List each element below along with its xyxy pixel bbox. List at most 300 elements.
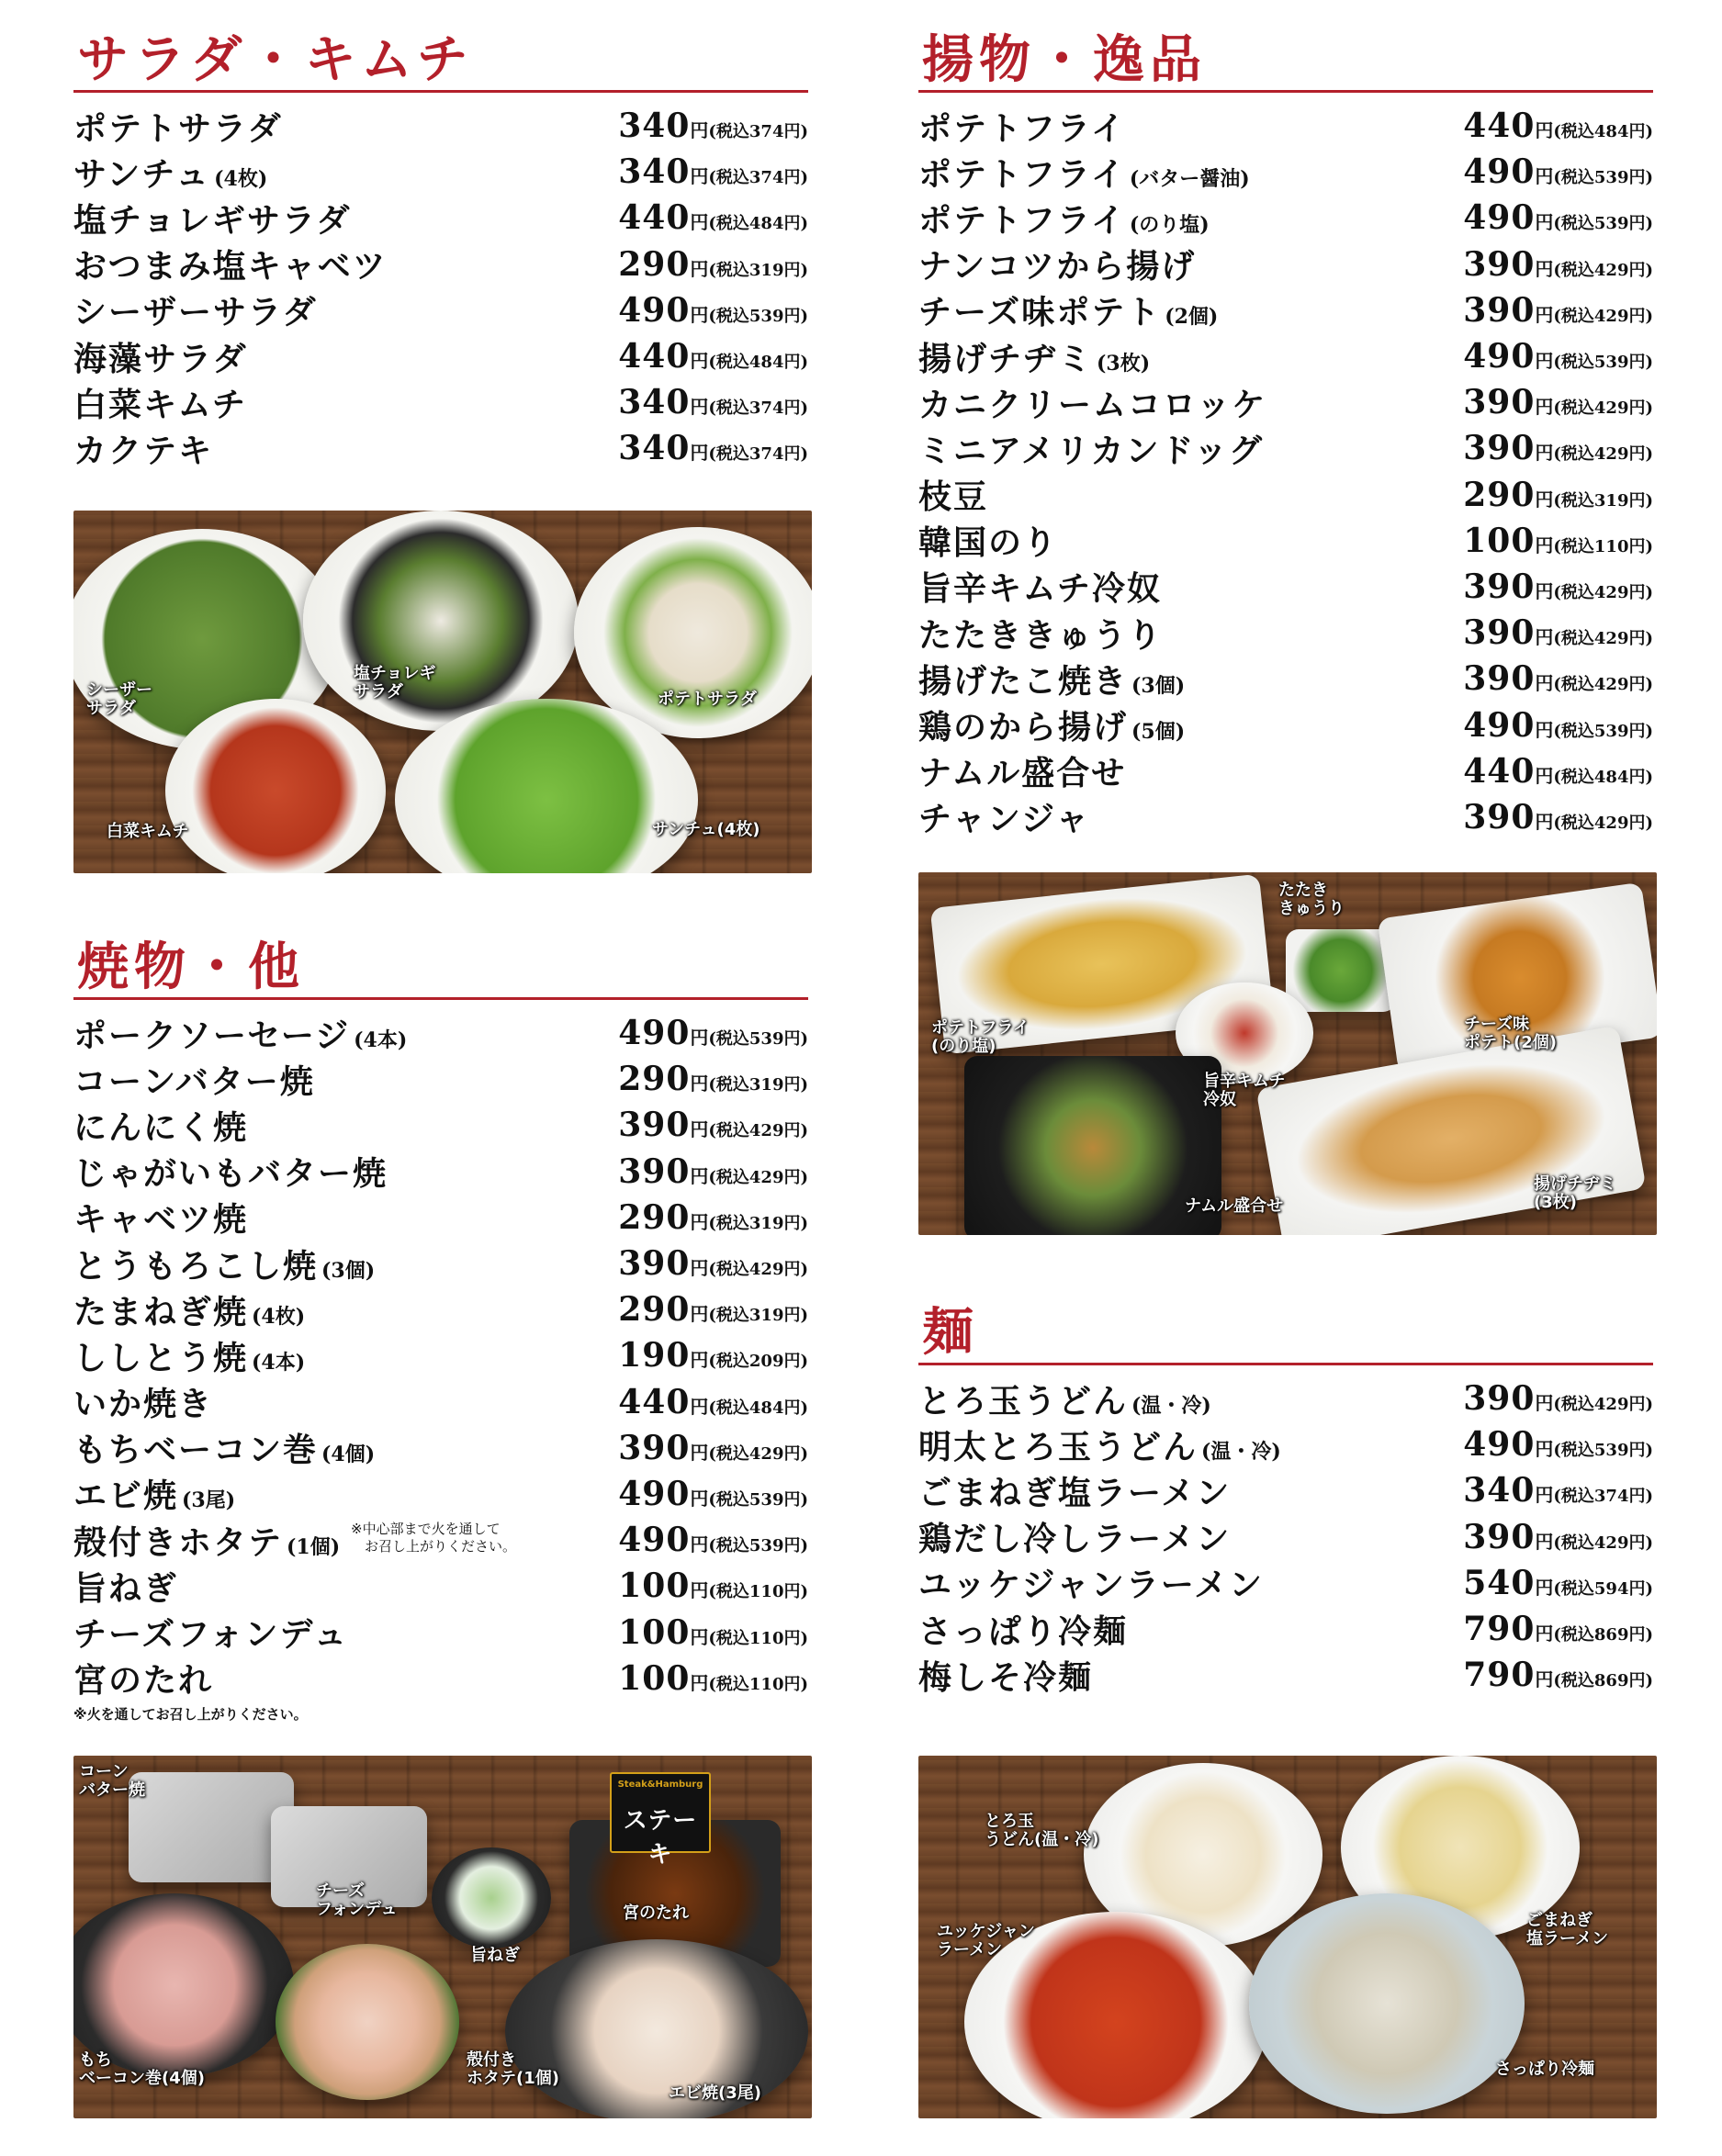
- menu-item-price: [618, 107, 808, 145]
- photo-label: 揚げチヂミ (3枚): [1534, 1174, 1616, 1212]
- menu-item-price: [1463, 476, 1653, 514]
- menu-item-price: [618, 291, 808, 330]
- menu-item: [918, 103, 1653, 149]
- menu-item: [918, 287, 1653, 333]
- section-heading-agemono: [918, 31, 1653, 93]
- logo-title: ステーキ: [623, 1807, 698, 1869]
- price-value: 790: [1463, 1656, 1536, 1695]
- photo-label: 塩チョレギ サラダ: [354, 664, 436, 702]
- photo-label: シーザー サラダ: [86, 680, 152, 718]
- menu-item: [73, 1195, 808, 1241]
- currency-unit: 円: [690, 1349, 709, 1372]
- price-value: 100: [618, 1612, 691, 1652]
- menu-item: [918, 195, 1653, 241]
- currency-unit: 円: [690, 1118, 709, 1141]
- menu-item-name: [918, 1559, 1264, 1606]
- section-title: 焼物・他: [77, 938, 305, 997]
- price-value: 440: [618, 198, 691, 238]
- item-name: じゃがいもバター焼: [73, 1154, 388, 1194]
- price-value: 100: [618, 1566, 691, 1606]
- tax-included-price: (税込539円): [708, 1029, 808, 1050]
- item-name: ポテトフライ: [918, 200, 1126, 240]
- menu-item: [73, 333, 808, 379]
- price-value: 290: [618, 1290, 691, 1330]
- item-name: 明太とろ玉うどん: [918, 1427, 1199, 1466]
- tax-included-price: (税込539円): [708, 306, 808, 326]
- menu-item-price: [618, 1060, 808, 1098]
- tax-included-price: (税込429円): [708, 1121, 808, 1141]
- item-name: チーズ味ポテト: [918, 293, 1162, 332]
- menu-item-price: [618, 1383, 808, 1421]
- photo-label: さっぱり冷麺: [1495, 2060, 1594, 2079]
- tax-included-price: (税込209円): [708, 1352, 808, 1372]
- currency-unit: 円: [1535, 303, 1554, 326]
- currency-unit: 円: [690, 442, 709, 465]
- item-name: たまねぎ焼: [73, 1292, 249, 1331]
- currency-unit: 円: [1535, 350, 1554, 373]
- menu-item-price: [618, 1014, 808, 1052]
- menu-item: [918, 1421, 1653, 1467]
- tax-included-price: (税込374円): [708, 168, 808, 188]
- item-name: ナムル盛合せ: [918, 754, 1127, 793]
- menu-item-price: [618, 1659, 808, 1698]
- menu-item-price: [618, 1198, 808, 1237]
- menu-item-name: [918, 379, 1266, 426]
- tax-included-price: (税込429円): [1553, 1533, 1653, 1553]
- item-name: 旨辛キムチ冷奴: [918, 569, 1162, 609]
- dish-mochi-bacon: [73, 1893, 294, 2077]
- menu-item-name: [918, 793, 1090, 840]
- steak-logo: [610, 1772, 711, 1869]
- photo-label: エビ焼(3尾): [669, 2083, 761, 2103]
- menu-item-name: [918, 471, 988, 518]
- menu-item-name: [73, 1609, 348, 1656]
- item-name: 鶏だし冷しラーメン: [918, 1520, 1232, 1559]
- photo-label: 旨ねぎ: [470, 1946, 520, 1965]
- item-quantity: (4本): [252, 1350, 306, 1375]
- menu-item: [918, 379, 1653, 425]
- photo-label: もち ベーコン巻(4個): [79, 2050, 205, 2088]
- tax-included-price: (税込429円): [1553, 260, 1653, 280]
- currency-unit: 円: [1535, 211, 1554, 234]
- dish-ebi: [505, 1939, 808, 2118]
- menu-item: [73, 1425, 808, 1471]
- menu-item: [918, 1560, 1653, 1606]
- menu-item: [918, 1652, 1653, 1698]
- menu-item-name: [73, 1655, 213, 1701]
- currency-unit: 円: [1535, 533, 1554, 556]
- price-value: 390: [1463, 383, 1536, 422]
- photo-label: 白菜キムチ: [107, 822, 189, 841]
- photo-label: 旨辛キムチ 冷奴: [1203, 1072, 1286, 1109]
- menu-item-price: [618, 1475, 808, 1513]
- price-value: 290: [1463, 475, 1536, 514]
- grill-footnote: ※火を通してお召し上がりください。: [73, 1706, 308, 1723]
- item-name: カクテキ: [73, 431, 214, 470]
- photo-label: ポテトサラダ: [658, 690, 757, 709]
- tax-included-price: (税込319円): [708, 260, 808, 280]
- menu-item-price: [618, 152, 808, 191]
- photo-agemono: [918, 872, 1657, 1235]
- section-heading-men: [918, 1304, 1653, 1365]
- item-quantity: (バター醤油): [1129, 166, 1250, 191]
- item-name: 塩チョレギサラダ: [73, 200, 352, 240]
- item-name: サンチュ: [73, 154, 211, 194]
- menu-item: [73, 1332, 808, 1378]
- menu-item-name: [73, 1241, 375, 1287]
- menu-item-name: [73, 1286, 305, 1333]
- currency-unit: 円: [1535, 672, 1554, 695]
- price-value: 440: [618, 337, 691, 376]
- item-quantity: (2個): [1165, 305, 1219, 330]
- menu-item-name: [73, 1470, 235, 1517]
- price-value: 390: [1463, 613, 1536, 653]
- hotate-cooking-note: ※中心部まで火を通して お召し上がりください。: [351, 1521, 517, 1555]
- item-name: カニクリームコロッケ: [918, 385, 1267, 424]
- tax-included-price: (税込429円): [1553, 675, 1653, 695]
- dish-negi: [432, 1847, 551, 1948]
- currency-unit: 円: [690, 1487, 709, 1510]
- price-value: 290: [618, 1060, 691, 1099]
- currency-unit: 円: [1535, 626, 1554, 649]
- tax-included-price: (税込539円): [1553, 168, 1653, 188]
- item-quantity: (4枚): [252, 1304, 306, 1329]
- tax-included-price: (税込319円): [708, 1075, 808, 1095]
- menu-item-price: [618, 337, 808, 376]
- item-name: 鶏のから揚げ: [918, 708, 1129, 747]
- menu-item: [73, 1241, 808, 1286]
- photo-label: ポテトフライ (のり塩): [931, 1018, 1030, 1056]
- menu-item: [73, 1286, 808, 1332]
- item-name: チャンジャ: [918, 800, 1091, 839]
- price-value: 490: [1463, 337, 1536, 376]
- item-quantity: (温・冷): [1201, 1439, 1281, 1464]
- tax-included-price: (税込869円): [1553, 1625, 1653, 1645]
- menu-item-price: [1463, 1656, 1653, 1694]
- tax-included-price: (税込429円): [708, 1167, 808, 1187]
- menu-item-name: [918, 333, 1150, 380]
- menu-item-name: [73, 333, 248, 380]
- menu-item-price: [618, 1244, 808, 1283]
- menu-item-price: [618, 1106, 808, 1144]
- currency-unit: 円: [1535, 1530, 1554, 1553]
- currency-unit: 円: [1535, 442, 1554, 465]
- price-value: 190: [618, 1336, 691, 1376]
- menu-item-price: [618, 1152, 808, 1191]
- menu-item-price: [1463, 567, 1653, 606]
- menu-item-name: [918, 563, 1162, 610]
- currency-unit: 円: [1535, 810, 1554, 833]
- item-name: 韓国のり: [918, 523, 1059, 563]
- menu-item-name: [73, 149, 267, 196]
- tax-included-price: (税込539円): [1553, 1441, 1653, 1461]
- tax-included-price: (税込429円): [1553, 306, 1653, 326]
- price-value: 490: [618, 1474, 691, 1513]
- price-value: 440: [1463, 107, 1536, 146]
- price-value: 390: [1463, 1379, 1536, 1419]
- item-name: 旨ねぎ: [73, 1568, 179, 1608]
- menu-item-name: [918, 103, 1126, 150]
- dish-kimchi: [165, 699, 386, 873]
- tax-included-price: (税込374円): [708, 399, 808, 419]
- menu-item-price: [1463, 337, 1653, 376]
- menu-item: [73, 195, 808, 241]
- menu-item-name: [918, 425, 1264, 472]
- dish-hotate: [276, 1944, 459, 2100]
- tax-included-price: (税込374円): [1553, 1487, 1653, 1507]
- menu-item: [73, 1056, 808, 1102]
- menu-item: [73, 103, 808, 149]
- menu-item-price: [1463, 198, 1653, 237]
- photo-label: チーズ味 ポテト(2個): [1464, 1015, 1557, 1052]
- tax-included-price: (税込110円): [708, 1582, 808, 1602]
- price-value: 490: [618, 1521, 691, 1560]
- tax-included-price: (税込429円): [1553, 629, 1653, 649]
- item-name: 殻付きホタテ: [73, 1522, 284, 1562]
- price-value: 100: [1463, 521, 1536, 560]
- item-name: 枝豆: [918, 477, 989, 517]
- item-name: とうもろこし焼: [73, 1246, 319, 1286]
- price-value: 490: [618, 1014, 691, 1053]
- menu-item: [918, 1514, 1653, 1560]
- menu-item: [73, 287, 808, 333]
- item-name: とろ玉うどん: [918, 1381, 1129, 1420]
- menu-item-name: [73, 103, 283, 150]
- menu-item-price: [618, 1336, 808, 1375]
- tax-included-price: (税込429円): [1553, 444, 1653, 465]
- tax-included-price: (税込539円): [1553, 214, 1653, 234]
- menu-item-price: [1463, 1610, 1653, 1648]
- item-name: ポークソーセージ: [73, 1016, 351, 1055]
- tax-included-price: (税込539円): [708, 1489, 808, 1510]
- photo-men: [918, 1756, 1657, 2118]
- menu-item-name: [73, 241, 388, 287]
- price-value: 390: [1463, 567, 1536, 606]
- menu-item-name: [918, 241, 1196, 287]
- price-value: 790: [1463, 1610, 1536, 1649]
- item-name: ミニアメリカンドッグ: [918, 431, 1265, 470]
- photo-label: 宮のたれ: [623, 1903, 689, 1923]
- tax-included-price: (税込319円): [708, 1213, 808, 1233]
- price-value: 340: [618, 152, 691, 192]
- menu-item-price: [1463, 291, 1653, 330]
- menu-item-price: [1463, 659, 1653, 698]
- menu-item-price: [1463, 522, 1653, 560]
- menu-item: [918, 610, 1653, 656]
- price-value: 540: [1463, 1563, 1536, 1602]
- tax-included-price: (税込429円): [708, 1260, 808, 1280]
- item-name: チーズフォンデュ: [73, 1615, 349, 1655]
- price-value: 490: [618, 290, 691, 330]
- item-name: エビ焼: [73, 1477, 179, 1516]
- menu-item: [918, 333, 1653, 379]
- item-name: ごまねぎ塩ラーメン: [918, 1473, 1232, 1512]
- item-name: 白菜キムチ: [73, 385, 247, 424]
- tax-included-price: (税込539円): [1553, 353, 1653, 373]
- item-name: にんにく焼: [73, 1107, 249, 1147]
- tax-included-price: (税込869円): [1553, 1671, 1653, 1691]
- price-value: 440: [1463, 751, 1536, 791]
- section-title: 揚物・逸品: [922, 30, 1207, 90]
- menu-item-name: [918, 149, 1250, 196]
- dish-namul: [964, 1056, 1221, 1235]
- photo-label: チーズ フォンデュ: [316, 1881, 398, 1919]
- item-quantity: (3尾): [182, 1488, 236, 1513]
- photo-yakimono: [73, 1756, 812, 2118]
- price-value: 490: [1463, 705, 1536, 745]
- photo-label: とろ玉 うどん(温・冷): [985, 1812, 1099, 1849]
- menu-item-name: [73, 379, 247, 426]
- currency-unit: 円: [1535, 165, 1554, 188]
- menu-item-price: [1463, 1471, 1653, 1510]
- price-value: 490: [1463, 152, 1536, 192]
- currency-unit: 円: [1535, 1623, 1554, 1645]
- menu-item: [918, 1467, 1653, 1513]
- tax-included-price: (税込429円): [1553, 582, 1653, 602]
- menu-item: [918, 149, 1653, 195]
- tax-included-price: (税込374円): [708, 444, 808, 465]
- currency-unit: 円: [690, 396, 709, 419]
- menu-item-name: [918, 747, 1126, 794]
- menu-item-price: [618, 245, 808, 284]
- menu-list-salad: [73, 103, 808, 472]
- menu-item-name: [73, 1148, 388, 1195]
- item-quantity: (4個): [321, 1443, 376, 1467]
- price-value: 390: [618, 1244, 691, 1284]
- menu-item-price: [618, 429, 808, 467]
- item-name: いか焼き: [73, 1385, 214, 1424]
- menu-item-price: [618, 383, 808, 421]
- item-name: ポテトフライ: [918, 108, 1126, 148]
- currency-unit: 円: [1535, 119, 1554, 142]
- menu-item-name: [918, 195, 1210, 241]
- currency-unit: 円: [690, 119, 709, 142]
- item-quantity: (のり塩): [1129, 212, 1210, 237]
- menu-item-name: [73, 1056, 315, 1103]
- currency-unit: 円: [690, 1027, 709, 1050]
- menu-item: [73, 1609, 808, 1655]
- tax-included-price: (税込110円): [1553, 536, 1653, 556]
- tax-included-price: (税込319円): [708, 1306, 808, 1326]
- currency-unit: 円: [690, 1395, 709, 1418]
- menu-item-price: [1463, 1518, 1653, 1556]
- currency-unit: 円: [1535, 1438, 1554, 1461]
- item-name: 揚げたこ焼き: [918, 661, 1129, 701]
- menu-item-name: [73, 1194, 248, 1241]
- currency-unit: 円: [690, 1257, 709, 1280]
- dish-corn: [129, 1772, 294, 1882]
- item-name: ししとう焼: [73, 1338, 249, 1377]
- menu-list-yakimono: [73, 1010, 808, 1701]
- item-name: コーンバター焼: [73, 1061, 315, 1101]
- dish-choregi: [303, 511, 579, 731]
- menu-item-name: [73, 1517, 340, 1564]
- menu-item-name: [918, 656, 1185, 702]
- menu-item-price: [1463, 752, 1653, 791]
- price-value: 390: [1463, 659, 1536, 699]
- currency-unit: 円: [690, 211, 709, 234]
- price-value: 390: [1463, 1517, 1536, 1556]
- currency-unit: 円: [1535, 1576, 1554, 1599]
- item-name: もちベーコン巻: [73, 1431, 319, 1470]
- menu-item: [918, 518, 1653, 564]
- currency-unit: 円: [690, 165, 709, 188]
- tax-included-price: (税込374円): [708, 122, 808, 142]
- menu-item-name: [918, 1376, 1211, 1422]
- tax-included-price: (税込110円): [708, 1628, 808, 1648]
- currency-unit: 円: [690, 350, 709, 373]
- menu-item: [918, 1376, 1653, 1421]
- menu-item: [918, 794, 1653, 840]
- item-name: おつまみ塩キャベツ: [73, 247, 388, 286]
- menu-item-price: [1463, 107, 1653, 145]
- photo-label: サンチュ(4枚): [652, 820, 760, 839]
- item-quantity: (4本): [354, 1027, 408, 1052]
- menu-item: [73, 1149, 808, 1195]
- menu-item-price: [1463, 245, 1653, 284]
- menu-item-name: [73, 1424, 375, 1471]
- currency-unit: 円: [690, 1164, 709, 1187]
- currency-unit: 円: [1535, 718, 1554, 741]
- currency-unit: 円: [1535, 488, 1554, 511]
- section-heading-salad: [73, 31, 808, 93]
- currency-unit: 円: [1535, 1484, 1554, 1507]
- menu-item-price: [618, 1429, 808, 1467]
- menu-item-price: [1463, 706, 1653, 745]
- menu-list-men: [918, 1376, 1653, 1698]
- item-name: 揚げチヂミ: [918, 339, 1094, 378]
- menu-item-price: [618, 1566, 808, 1605]
- currency-unit: 円: [690, 1625, 709, 1648]
- menu-item-name: [73, 425, 213, 472]
- item-name: ポテトサラダ: [73, 108, 283, 148]
- menu-item: [918, 241, 1653, 287]
- menu-item: [918, 1606, 1653, 1652]
- menu-item-price: [1463, 152, 1653, 191]
- menu-item: [918, 425, 1653, 471]
- price-value: 390: [618, 1106, 691, 1145]
- item-name: たたききゅうり: [918, 615, 1164, 655]
- item-name: シーザーサラダ: [73, 293, 318, 332]
- price-value: 340: [618, 383, 691, 422]
- menu-item: [73, 1517, 808, 1563]
- price-value: 390: [1463, 429, 1536, 468]
- menu-item-name: [918, 1513, 1231, 1560]
- item-quantity: (温・冷): [1131, 1393, 1211, 1418]
- currency-unit: 円: [1535, 579, 1554, 602]
- currency-unit: 円: [1535, 1668, 1554, 1691]
- item-quantity: (4枚): [214, 166, 268, 191]
- price-value: 290: [618, 244, 691, 284]
- currency-unit: 円: [1535, 257, 1554, 280]
- menu-item: [73, 1010, 808, 1056]
- menu-item-price: [1463, 383, 1653, 421]
- currency-unit: 円: [1535, 1392, 1554, 1415]
- menu-item-name: [73, 195, 352, 241]
- menu-item-price: [618, 1290, 808, 1329]
- currency-unit: 円: [690, 1441, 709, 1464]
- tax-included-price: (税込319円): [1553, 490, 1653, 511]
- currency-unit: 円: [690, 1533, 709, 1556]
- price-value: 440: [618, 1382, 691, 1421]
- price-value: 340: [1463, 1471, 1536, 1510]
- menu-item: [918, 748, 1653, 794]
- currency-unit: 円: [690, 1579, 709, 1602]
- menu-item-price: [618, 198, 808, 237]
- item-name: キャベツ焼: [73, 1200, 249, 1240]
- tax-included-price: (税込429円): [1553, 399, 1653, 419]
- price-value: 390: [1463, 290, 1536, 330]
